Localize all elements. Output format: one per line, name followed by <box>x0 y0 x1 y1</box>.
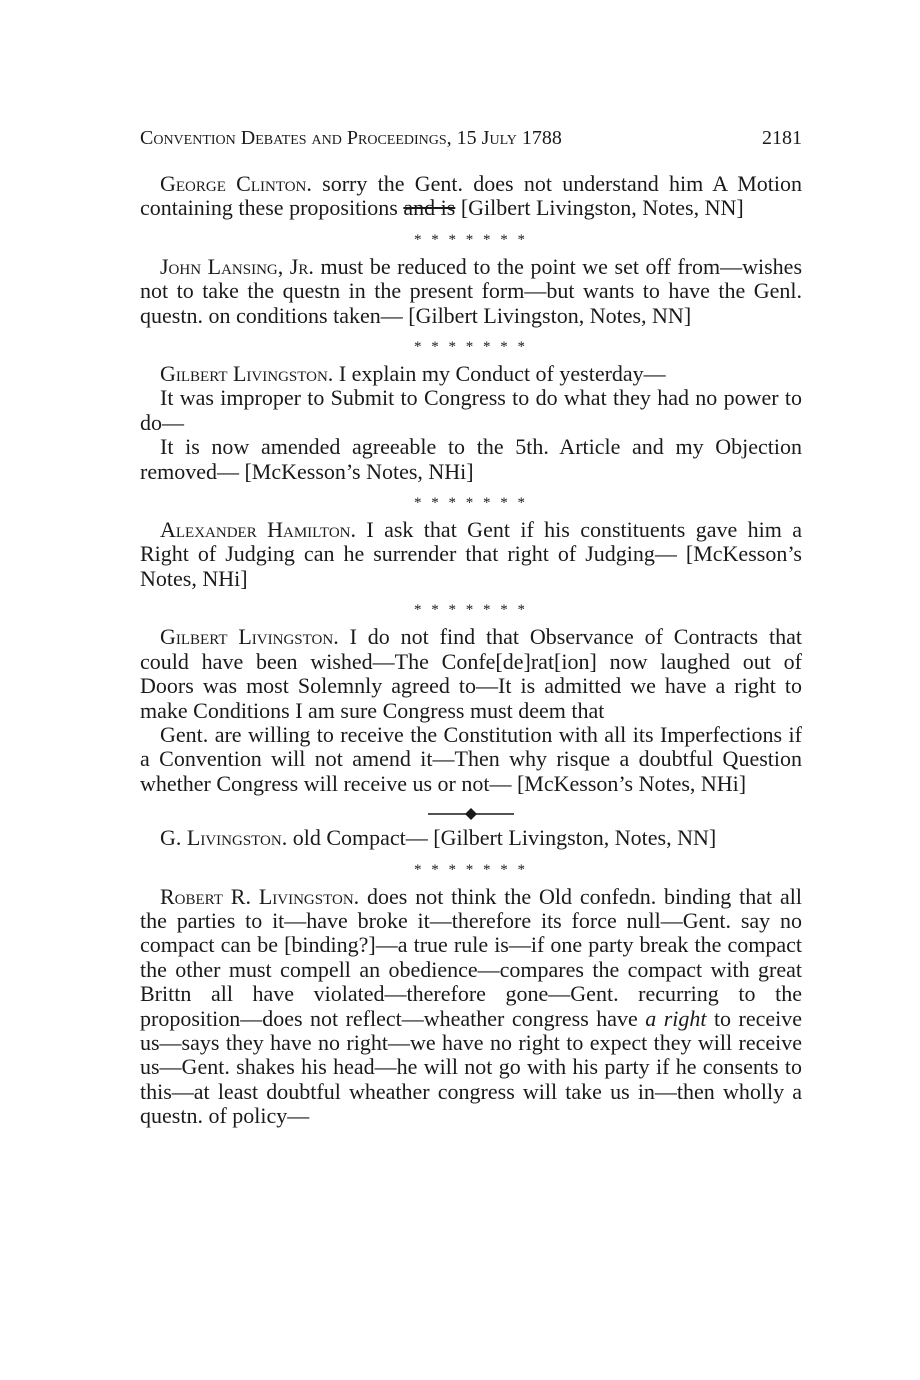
italic-text: a right <box>645 1005 707 1031</box>
ornament-divider <box>140 800 802 824</box>
speaker-name: George Clinton. <box>160 171 312 196</box>
speaker-name: G. Livingston. <box>160 825 288 851</box>
entry-paragraph: It was improper to Submit to Congress to do what they had no power to do— <box>140 385 802 435</box>
body-text <box>140 172 802 1129</box>
entry-text: old Compact— [Gilbert Livingston, Notes, NN] <box>287 825 717 851</box>
entry-g-livingston <box>140 826 802 850</box>
section-separator: * * * * * * * <box>414 339 528 356</box>
entry-text: to receive us—says they have no right—we have no right to expect they will receive us—Gent. shakes his head—he will not go with his party if he consents to this—at least doubtful wheather congress will take us in—then wholly a questn. of policy— <box>140 1005 802 1129</box>
diamond-rule-icon <box>428 807 514 821</box>
speaker-name: Gilbert Livingston. <box>160 361 334 387</box>
speaker-name: Gilbert Livingston. <box>160 624 339 650</box>
section-separator: * * * * * * * <box>414 602 528 619</box>
section-separator: * * * * * * * <box>414 861 528 878</box>
section-separator: * * * * * * * <box>414 495 528 512</box>
entry-gilbert-livingston-2 <box>140 625 802 723</box>
entry-alexander-hamilton <box>140 518 802 591</box>
running-head-title: Convention Debates and Proceedings, 15 July 1788 <box>140 127 562 149</box>
struck-text: and is <box>403 195 456 221</box>
entry-robert-r-livingston <box>140 885 802 1129</box>
entry-text: I ask that Gent if his constituents gave him a Right of Judging can he surrender that right of Judging— [McKesson’s Notes, NHi] <box>140 517 803 591</box>
entry-george-clinton <box>140 172 802 221</box>
running-head <box>140 126 802 150</box>
entry-text: does not think the Old confedn. binding that all the parties to it—have broke it—therefore its force null—Gent. say no compact can be [binding?]—a true rule is—if one party break the compact the other must compell an obedience—compares the compact with great Brittn all have violated—therefore gone—Gent. recurring to the proposition—does not reflect—wheather congress have <box>140 883 802 1031</box>
speaker-name: Robert R. Livingston. <box>160 883 360 909</box>
speaker-name: Alexander Hamilton. <box>160 517 356 543</box>
page-number: 2181 <box>762 127 802 149</box>
section-separator: * * * * * * * <box>414 231 528 248</box>
speaker-name: John Lansing, Jr. <box>160 253 314 279</box>
entry-text: must be reduced to the point we set off from—wishes not to take the questn in the present form—but wants to have the Genl. questn. on conditions taken— [Gilbert Livingston, Notes, NN] <box>140 253 803 328</box>
entry-text: [Gilbert Livingston, Notes, NN] <box>455 195 744 221</box>
entry-john-lansing <box>140 255 802 328</box>
entry-gilbert-livingston <box>140 362 802 386</box>
entry-text: I explain my Conduct of yesterday— <box>333 361 666 387</box>
entry-paragraph: Gent. are willing to receive the Constitution with all its Imperfections if a Convention will not amend it—Then why risque a doubtful Question whether Congress will receive us or not— [McKesson’s Notes, NHi] <box>140 721 802 796</box>
entry-text: I do not find that Observance of Contracts that could have been wished—The Confe[de]rat[ion] now laughed out of Doors was most Solemnly agreed to—It is admitted we have a right to make Conditions I am sure Congress must deem that <box>140 624 802 723</box>
entry-text: sorry the Gent. does not understand him A Motion containing these propositions <box>140 171 803 221</box>
entry-paragraph: It is now amended agreeable to the 5th. Article and my Objection removed— [McKesson’s Notes, NHi] <box>140 434 802 484</box>
